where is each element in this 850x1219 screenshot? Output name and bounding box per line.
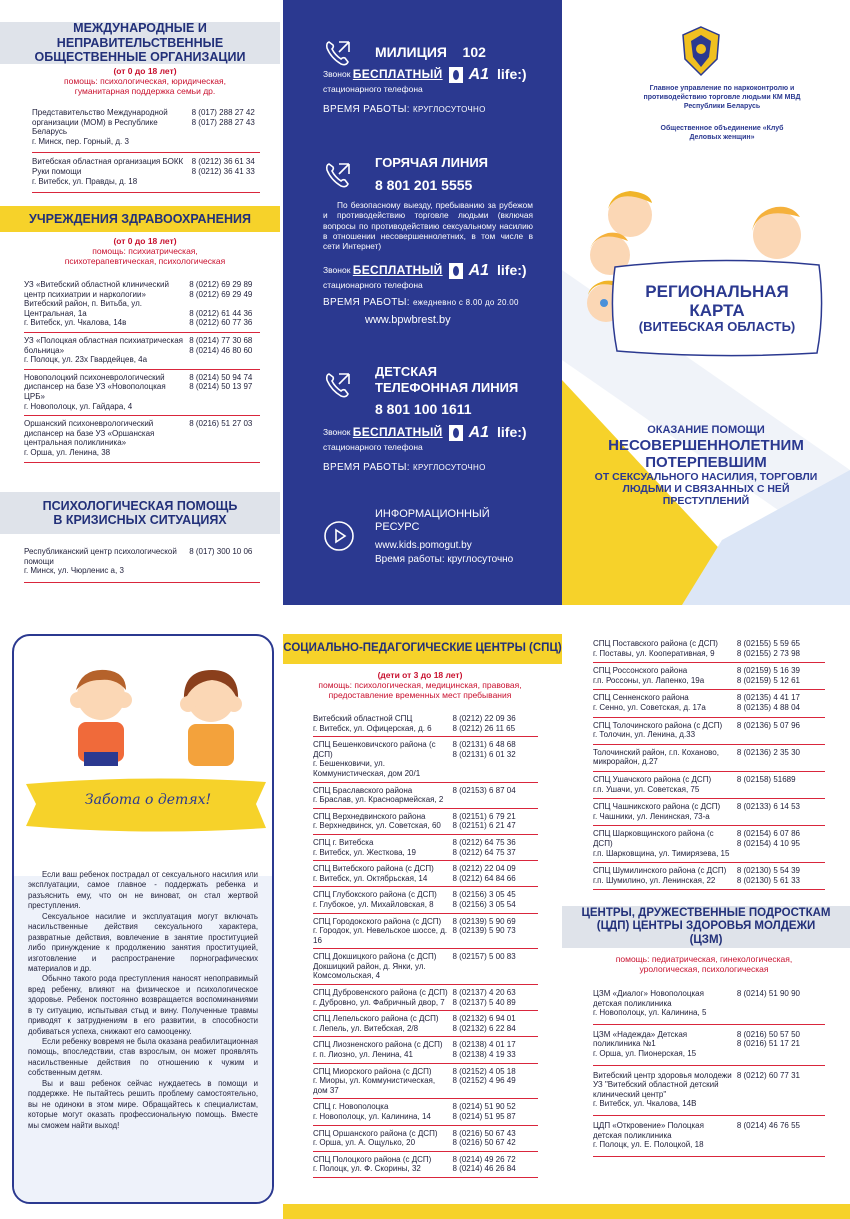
org-name: СПЦ Лепельского района (с ДСП): [313, 1014, 439, 1024]
czm-help-text: помощь: педиатрическая, гинекологическая, урологическая, психологическая: [615, 954, 793, 974]
org-address: г. Новополоцк, ул. Гайдара, 4: [24, 401, 133, 411]
org-address: г. Витебск, ул. Чкалова, 14в: [24, 318, 127, 328]
phone-call-icon: [323, 38, 353, 68]
org-address: г. Лепель, ул. Витебская, 2/8: [313, 1023, 419, 1033]
title-line-3: (ВИТЕБСКАЯ ОБЛАСТЬ): [638, 319, 796, 335]
org-phones[interactable]: 8 (02152) 4 05 18 8 (02152) 4 96 49: [452, 1066, 516, 1086]
org-ministry: Главное управление по наркоконтролю и противодействию торговле людьми КМ МВД Республики Беларусь: [643, 85, 801, 110]
bottom-stripe: [283, 1204, 850, 1219]
org-address: г. Новополоцк, ул. Калинина, 5: [593, 1008, 707, 1018]
org-name: СПЦ Полоцкого района (с ДСП): [313, 1154, 432, 1164]
row-org: [313, 1129, 448, 1148]
row-org: [313, 1155, 448, 1174]
table-row: [593, 863, 825, 890]
org-name: ЦЗМ «Диалог» Новополоцкая детская поликлиника: [593, 989, 704, 1008]
info-resource-icon: [323, 520, 355, 552]
org-phones[interactable]: 8 (0216) 50 57 50 8 (0216) 51 17 21: [736, 1029, 801, 1049]
czm-table: [593, 984, 825, 1157]
crisis-header: ПСИХОЛОГИЧЕСКАЯ ПОМОЩЬ В КРИЗИСНЫХ СИТУАЦИЯХ: [0, 492, 280, 534]
org-phones[interactable]: 8 (0216) 50 67 43 8 (0216) 50 67 42: [452, 1128, 516, 1148]
health-age-help: [50, 237, 240, 266]
sub-line-2: НЕСОВЕРШЕННОЛЕТНИМ: [608, 436, 804, 454]
health-help: помощь: психиатрическая, психотерапевтическая, психологическая: [64, 245, 226, 266]
org-name: СПЦ Докшицкого района (с ДСП): [313, 952, 437, 962]
org-name: СПЦ Шарковщинского района (с ДСП): [593, 829, 714, 848]
spc-age: (дети от 3 до 18 лет): [377, 670, 463, 680]
org-address: г.п. Россоны, ул. Лапенко, 19а: [593, 675, 705, 685]
health-table: [24, 277, 260, 463]
police-number[interactable]: 102: [462, 44, 486, 60]
row-org: [24, 280, 184, 328]
org-name: СПЦ Россонского района: [593, 666, 688, 676]
life-logo: life:): [497, 262, 527, 279]
org-phones[interactable]: 8 (02136) 5 07 96: [736, 720, 801, 730]
row-org: [593, 748, 732, 767]
table-row: [313, 949, 538, 985]
org-phones[interactable]: 8 (0214) 77 30 68 8 (0214) 46 80 60: [189, 335, 253, 355]
table-row: [593, 984, 825, 1025]
org-name: Толочинский район, г.п. Коханово, микрорайон, д.27: [593, 747, 719, 767]
table-row: [24, 416, 260, 462]
org-name: СПЦ Ушачского района (с ДСП): [593, 774, 712, 784]
care-banner: Забота о детях!: [84, 792, 212, 808]
care-text: [28, 870, 258, 1131]
police-label: МИЛИЦИЯ 102: [375, 44, 486, 60]
org-address: г. Бешенковичи, ул. Коммунистическая, дом 20/1: [313, 759, 421, 778]
org-name: СПЦ Толочинского района (с ДСП): [593, 720, 723, 730]
ministry-emblem-icon: [679, 25, 723, 77]
cover-title: [612, 283, 822, 335]
org-name: Республиканский центр психологической помощи: [24, 547, 177, 566]
table-row: [593, 690, 825, 717]
org-address: г.п. Шумилино, ул. Ленинская, 22: [593, 875, 716, 885]
phone-call-icon: [323, 160, 353, 190]
life-logo: life:): [497, 66, 527, 83]
org-address: г. Минск, пер. Горный, д. 3: [32, 136, 129, 146]
org-name: СПЦ Миорского района (с ДСП): [313, 1066, 432, 1076]
girl-illustration: [166, 662, 256, 772]
care-paragraph: Вы и ваш ребенок сейчас нуждаетесь в помощи и поддержке. Не пытайтесь решить проблему самостоятельно, вы не одиноки в этом мире. Обращайтесь к специалистам, которые могут оказать профессиональную помощь. Вместе мы сможем найти выход!: [28, 1078, 258, 1130]
org-phones[interactable]: 8 (017) 288 27 42 8 (017) 288 27 43: [191, 108, 255, 127]
org-phones[interactable]: 8 (02132) 6 94 01 8 (02132) 6 22 84: [452, 1014, 516, 1033]
table-row: [32, 153, 260, 193]
mts-logo-icon: [449, 67, 463, 83]
cover-subtitle: [580, 424, 832, 507]
org-name: СПЦ Сенненского района: [593, 693, 689, 703]
org-name: ЦДП «Откровение» Полоцкая детская поликлиника: [593, 1120, 704, 1140]
org-phones[interactable]: 8 (0214) 51 90 52 8 (0214) 51 95 87: [452, 1102, 516, 1121]
org-name: СПЦ Браславского района: [313, 785, 413, 795]
table-row: [313, 985, 538, 1011]
org-address: г. Сенно, ул. Советская, д. 17а: [593, 702, 706, 712]
org-phones[interactable]: 8 (0212) 69 29 89 8 (0212) 69 29 49 8 (0212) 61 44 36 8 (0212) 60 77 36: [189, 280, 253, 328]
table-row: [593, 718, 825, 745]
org-address: г. Чашники, ул. Ленинская, 73-а: [593, 811, 710, 821]
row-org: [313, 890, 448, 909]
free-call-hotline: Звонок БЕСПЛАТНЫЙ A1 life:): [323, 262, 527, 279]
hotline-description: По безопасному выезду, пребыванию за рубежом и противодействию торговле людьми (включая вопросы по противодействию сексуальному насилию в отношении несовершеннолетних, в том числе в сети Интернет): [323, 200, 533, 252]
hotline-hours: ВРЕМЯ РАБОТЫ: ежедневно с 8.00 до 20.00: [323, 297, 519, 308]
spc-header: СОЦИАЛЬНО-ПЕДАГОГИЧЕСКИЕ ЦЕНТРЫ (СПЦ): [283, 634, 562, 664]
table-row: [313, 1152, 538, 1178]
czm-help: [604, 955, 804, 975]
org-address: г. Минск, ул. Чюрленис а, 3: [24, 566, 124, 576]
org-phones[interactable]: 8 (02159) 5 16 39 8 (02159) 5 12 61: [736, 666, 801, 685]
org-name: Новополоцкий психоневрологический диспансер на базе УЗ «Новополоцкая ЦРБ»: [24, 372, 166, 401]
org-address: г. Поставы, ул. Кооперативная, 9: [593, 648, 715, 658]
table-row: [24, 370, 260, 416]
org-name: СПЦ Глубокского района (с ДСП): [313, 890, 437, 900]
org-address: г. Миоры, ул. Коммунистическая, дом 37: [313, 1076, 436, 1095]
org-name: СПЦ Шумилинского района (с ДСП): [593, 866, 727, 876]
org-address: г. Полоцк, ул. Ф. Скорины, 32: [313, 1164, 421, 1174]
org-phones[interactable]: 8 (02130) 5 54 39 8 (02130) 5 61 33: [736, 866, 801, 885]
org-phones[interactable]: 8 (0212) 60 77 31: [736, 1070, 801, 1080]
sub-line-3: ПОТЕРПЕВШИМ: [645, 453, 767, 471]
table-row: [593, 636, 825, 663]
table-row: [593, 1116, 825, 1157]
org-name: СПЦ Верхнедвинского района: [313, 811, 426, 821]
life-logo: life:): [497, 424, 527, 441]
a1-logo: A1: [468, 66, 490, 83]
org-phones[interactable]: 8 (02133) 6 14 53: [736, 802, 801, 812]
row-org: [593, 802, 732, 821]
org-phones[interactable]: 8 (0212) 22 04 09 8 (0212) 64 84 66: [452, 864, 516, 883]
org-phones[interactable]: 8 (0214) 46 76 55: [736, 1120, 801, 1130]
table-row: [313, 1064, 538, 1100]
org-address: г. Толочин, ул. Ленина, д.33: [593, 730, 696, 740]
org-name: СПЦ Поставского района (с ДСП): [593, 639, 718, 648]
table-row: [313, 1037, 538, 1063]
org-phones[interactable]: 8 (0214) 51 90 90: [736, 989, 801, 998]
org-phones[interactable]: 8 (02136) 2 35 30: [736, 747, 801, 757]
org-address: г. Орша, ул. Пионерская, 15: [593, 1048, 697, 1058]
org-phones[interactable]: 8 (02135) 4 41 17 8 (02135) 4 88 04: [736, 693, 801, 712]
org-address: г. Дубровно, ул. Фабричный двор, 7: [313, 997, 445, 1007]
org-name: УЗ «Полоцкая областная психиатрическая больница»: [24, 335, 183, 355]
call-sub: стационарного телефона: [323, 84, 423, 94]
health-age: (от 0 до 18 лет): [113, 236, 177, 246]
org-phones[interactable]: 8 (02138) 4 01 17 8 (02138) 4 19 33: [452, 1040, 516, 1060]
row-org: [593, 666, 732, 685]
sub-line-4: ОТ СЕКСУАЛЬНОГО НАСИЛИЯ, ТОРГОВЛИ ЛЮДЬМИ И СВЯЗАННЫХ С НЕЙ ПРЕСТУПЛЕНИЙ: [594, 471, 818, 508]
org-address: г. Новополоцк, ул. Калинина, 14: [313, 1112, 431, 1121]
row-org: [24, 419, 184, 457]
boy-illustration: [56, 660, 146, 770]
org-address: г. Городок, ул. Невельское шоссе, д. 16: [313, 926, 448, 945]
care-paragraph: Обычно такого рода преступления наносят непоправимый вред ребенку, влияют на физическое и психологическое здоровье. Ребенок постоянно возвращается воспоминаниями в ту ситуацию, испытывая стыд и вину. Полученные травмы приводят к затруднениям в его развитии, в способности добиваться успеха, снижают его самооценку.: [28, 974, 258, 1036]
org-address: г. Витебск, ул. Жесткова, 19: [313, 847, 416, 857]
a1-logo: A1: [468, 424, 490, 441]
hotline-label: ГОРЯЧАЯ ЛИНИЯ: [375, 155, 489, 170]
org-name: СПЦ Бешенковичского района (с ДСП): [313, 740, 436, 759]
org-phones[interactable]: 8 (02154) 6 07 86 8 (02154) 4 10 95: [736, 829, 801, 848]
org-address: г. Полоцк, ул. 23х Гвардейцев, 4а: [24, 355, 148, 365]
hotlines-panel: [283, 0, 562, 605]
row-org: [32, 157, 187, 186]
info-hours: Время работы: круглосуточно: [375, 554, 514, 565]
org-address: г. Верхнедвинск, ул. Советская, 60: [313, 821, 441, 831]
org-phones[interactable]: 8 (02155) 5 59 65 8 (02155) 2 73 98: [736, 639, 801, 658]
row-org: [313, 864, 448, 883]
child-line-label: ДЕТСКАЯ ТЕЛЕФОННАЯ ЛИНИЯ: [375, 364, 519, 395]
org-phones[interactable]: 8 (02153) 6 87 04: [452, 785, 516, 795]
sub-line-1: ОКАЗАНИЕ ПОМОЩИ: [647, 424, 765, 436]
intl-age: (от 0 до 18 лет): [113, 66, 177, 76]
org-name: СПЦ г. Новополоцка: [313, 1102, 389, 1112]
org-phones[interactable]: 8 (0214) 50 94 74 8 (0214) 50 13 97: [189, 372, 253, 392]
table-row: [593, 826, 825, 863]
row-org: [593, 639, 732, 658]
table-row: [593, 663, 825, 690]
free-call-child: Звонок БЕСПЛАТНЫЙ A1 life:): [323, 424, 527, 441]
org-phones[interactable]: 8 (017) 300 10 06: [189, 547, 253, 556]
row-org: [593, 829, 732, 858]
org-phones[interactable]: 8 (02139) 5 90 69 8 (02139) 5 90 73: [452, 916, 516, 936]
table-row: [313, 711, 538, 737]
org-address: г. Витебск, ул. Октябрьская, 14: [313, 873, 428, 883]
row-org: [593, 1121, 732, 1150]
org-address: г. Орша, ул. А. Ощулько, 20: [313, 1138, 416, 1148]
hotline-number[interactable]: 8 801 201 5555: [375, 177, 473, 193]
row-org: [313, 838, 448, 857]
table-row: [313, 737, 538, 782]
phone-call-icon: [323, 370, 353, 400]
org-name: ЦЗМ «Надежда» Детская поликлиника №1: [593, 1029, 688, 1049]
org-phones[interactable]: 8 (02131) 6 48 68 8 (02131) 6 01 32: [452, 740, 516, 759]
table-row: [593, 799, 825, 826]
org-address: г.п. Ушачи, ул. Советская, 75: [593, 784, 700, 794]
row-org: [24, 336, 184, 365]
a1-logo: A1: [468, 262, 490, 279]
org-name: СПЦ г. Витебска: [313, 837, 374, 847]
row-org: [313, 812, 448, 831]
title-line-1: РЕГИОНАЛЬНАЯ: [645, 282, 789, 301]
org-name: УЗ «Витебский областной клинический центр психиатрии и наркологии» Витебский район, п. Витьба, ул. Центральная, 1а: [24, 280, 169, 318]
org-phones[interactable]: 8 (02158) 51689: [736, 774, 796, 784]
row-org: [313, 1102, 448, 1121]
care-paragraph: Сексуальное насилие и эксплуатация могут включать насильственные действия сексуального характера, развратные действия, вовлечение в занятие проституцией либо принуждение к продолжению занятия проституцией, изготовление и распространение порнографических материалов и др.: [28, 911, 258, 973]
org-name: СПЦ Витебского района (с ДСП): [313, 864, 434, 874]
info-site-link[interactable]: www.kids.pomogut.by: [375, 540, 472, 551]
row-org: [313, 1067, 448, 1096]
row-org: [593, 1030, 732, 1059]
org-phones[interactable]: 8 (0212) 22 09 36 8 (0212) 26 11 65: [452, 714, 516, 733]
title-line-2: КАРТА: [689, 300, 745, 320]
row-org: [313, 1014, 448, 1033]
org-name: Витебский областной СПЦ: [313, 714, 413, 723]
table-row: [24, 544, 260, 583]
org-address: г. Полоцк, ул. Е. Полоцкой, 18: [593, 1140, 704, 1150]
org-address: г. Браслав, ул. Красноармейская, 2: [313, 795, 444, 805]
spc-age-help: [310, 671, 530, 700]
hotline-site-link[interactable]: www.bpwbrest.by: [365, 314, 451, 326]
row-org: [313, 714, 448, 733]
row-org: [24, 547, 184, 576]
org-address: г. Витебск, ул. Чкалова, 14В: [593, 1099, 697, 1109]
info-resource-label: ИНФОРМАЦИОННЫЙ РЕСУРС: [375, 508, 490, 534]
table-row: [24, 277, 260, 333]
row-org: [313, 952, 448, 981]
org-address: г. Витебск, ул. Офицерская, д. 6: [313, 723, 432, 733]
table-row: [24, 333, 260, 370]
table-row: [313, 1126, 538, 1152]
org-phones[interactable]: 8 (02137) 4 20 63 8 (02137) 5 40 89: [452, 988, 516, 1007]
row-org: [593, 1071, 732, 1109]
row-org: [313, 740, 448, 778]
intl-table: [32, 104, 260, 193]
spc-table: [313, 711, 538, 1178]
mts-logo-icon: [449, 263, 463, 279]
child-line-number[interactable]: 8 801 100 1611: [375, 401, 472, 417]
table-row: [593, 772, 825, 799]
org-address: г. Орша, ул. Ленина, 38: [24, 447, 111, 457]
org-phones[interactable]: 8 (0216) 51 27 03: [189, 419, 253, 429]
org-name: Витебский центр здоровья молодежи УЗ "Витебский областной детский клинический центр": [593, 1070, 732, 1099]
call-sub: стационарного телефона: [323, 280, 423, 290]
row-org: [593, 775, 732, 794]
org-address: г. Витебск, ул. Правды, д. 18: [32, 176, 138, 186]
org-name: Витебская областная организация БОКК Руки помощи: [32, 157, 184, 176]
care-paragraph: Если ваш ребенок пострадал от сексуального насилия или эксплуатации, самое главное - поддержать ребенка и разъяснить ему, что он не виноват, он стал жертвой преступления.: [28, 870, 258, 911]
org-name: СПЦ Лиозненского района (с ДСП): [313, 1040, 443, 1050]
row-org: [593, 989, 732, 1018]
org-address: г.п. Шарковщина, ул. Тимирязева, 15: [593, 848, 730, 858]
row-org: [32, 108, 187, 146]
care-paragraph: Если ребенку вовремя не была оказана реабилитационная помощь, впоследствии, став взрослым, он может проявлять насильственные действия по отношению к чужим и собственным детям.: [28, 1037, 258, 1078]
org-phones[interactable]: 8 (0214) 49 26 72 8 (0214) 46 26 84: [452, 1154, 516, 1174]
table-row: [313, 887, 538, 913]
intl-header: МЕЖДУНАРОДНЫЕ И НЕПРАВИТЕЛЬСТВЕННЫЕ ОБЩЕСТВЕННЫЕ ОРГАНИЗАЦИИ: [0, 22, 280, 64]
police-hours: ВРЕМЯ РАБОТЫ: КРУГЛОСУТОЧНО: [323, 104, 486, 115]
org-phones[interactable]: 8 (0212) 64 75 36 8 (0212) 64 75 37: [452, 837, 516, 857]
row-org: [313, 1040, 448, 1059]
table-row: [32, 104, 260, 153]
mts-logo-icon: [449, 425, 463, 441]
org-name: СПЦ Чашникского района (с ДСП): [593, 802, 721, 812]
org-phones[interactable]: 8 (0212) 36 61 34 8 (0212) 36 41 33: [191, 157, 255, 176]
table-row: [313, 1099, 538, 1125]
row-org: [313, 917, 448, 946]
table-row: [313, 835, 538, 861]
org-address: г. Глубокое, ул. Михайловская, 8: [313, 899, 434, 909]
table-row: [313, 783, 538, 809]
row-org: [313, 988, 448, 1007]
intl-help: помощь: психологическая, юридическая, гуманитарная поддержка семьи др.: [64, 75, 226, 96]
table-row: [593, 745, 825, 772]
crisis-table: [24, 544, 260, 583]
row-org: [24, 373, 184, 411]
czm-header: ЦЕНТРЫ, ДРУЖЕСТВЕННЫЕ ПОДРОСТКАМ (ЦДП) ЦЕНТРЫ ЗДОРОВЬЯ МОЛДЕЖИ (ЦЗМ): [562, 906, 850, 948]
row-org: [593, 866, 732, 885]
table-row: [593, 1066, 825, 1116]
spc2-table: [593, 636, 825, 890]
spc-help: помощь: психологическая, медицинская, правовая, предоставление временных мест пребывания: [318, 679, 522, 700]
intl-age-help: [50, 67, 240, 96]
org-name: Оршанский психоневрологический диспансер на базе УЗ «Оршанская центральная поликлиника»: [24, 419, 155, 448]
org-name: СПЦ Дубровенского района (с ДСП): [313, 988, 448, 998]
row-org: [593, 693, 732, 712]
table-row: [593, 1025, 825, 1066]
call-sub: стационарного телефона: [323, 442, 423, 452]
org-phones[interactable]: 8 (02157) 5 00 83: [452, 952, 516, 962]
row-org: [593, 721, 732, 740]
org-address: г. п. Лиозно, ул. Ленина, 41: [313, 1050, 413, 1060]
org-phones[interactable]: 8 (02151) 6 79 21 8 (02151) 6 21 47: [452, 811, 516, 831]
free-call-police: Звонок БЕСПЛАТНЫЙ A1 life:): [323, 66, 527, 83]
org-phones[interactable]: 8 (02156) 3 05 45 8 (02156) 3 05 54: [452, 890, 516, 909]
health-header: УЧРЕЖДЕНИЯ ЗДРАВООХРАНЕНИЯ: [0, 206, 280, 232]
org-womens-club: Общественное объединение «Клуб Деловых женщин»: [660, 125, 784, 141]
table-row: [313, 1011, 538, 1037]
table-row: [313, 861, 538, 887]
row-org: [313, 786, 448, 805]
org-address: Докшицкий район, д. Янки, ул. Комсомольская, 4: [313, 961, 426, 981]
child-line-hours: ВРЕМЯ РАБОТЫ: КРУГЛОСУТОЧНО: [323, 462, 486, 473]
org-name: СПЦ Оршанского района (с ДСП): [313, 1128, 438, 1138]
table-row: [313, 914, 538, 950]
org-name: СПЦ Городокского района (с ДСП): [313, 916, 442, 926]
table-row: [313, 809, 538, 835]
org-name: Представительство Международной организации (МОМ) в Республике Беларусь: [32, 108, 168, 137]
